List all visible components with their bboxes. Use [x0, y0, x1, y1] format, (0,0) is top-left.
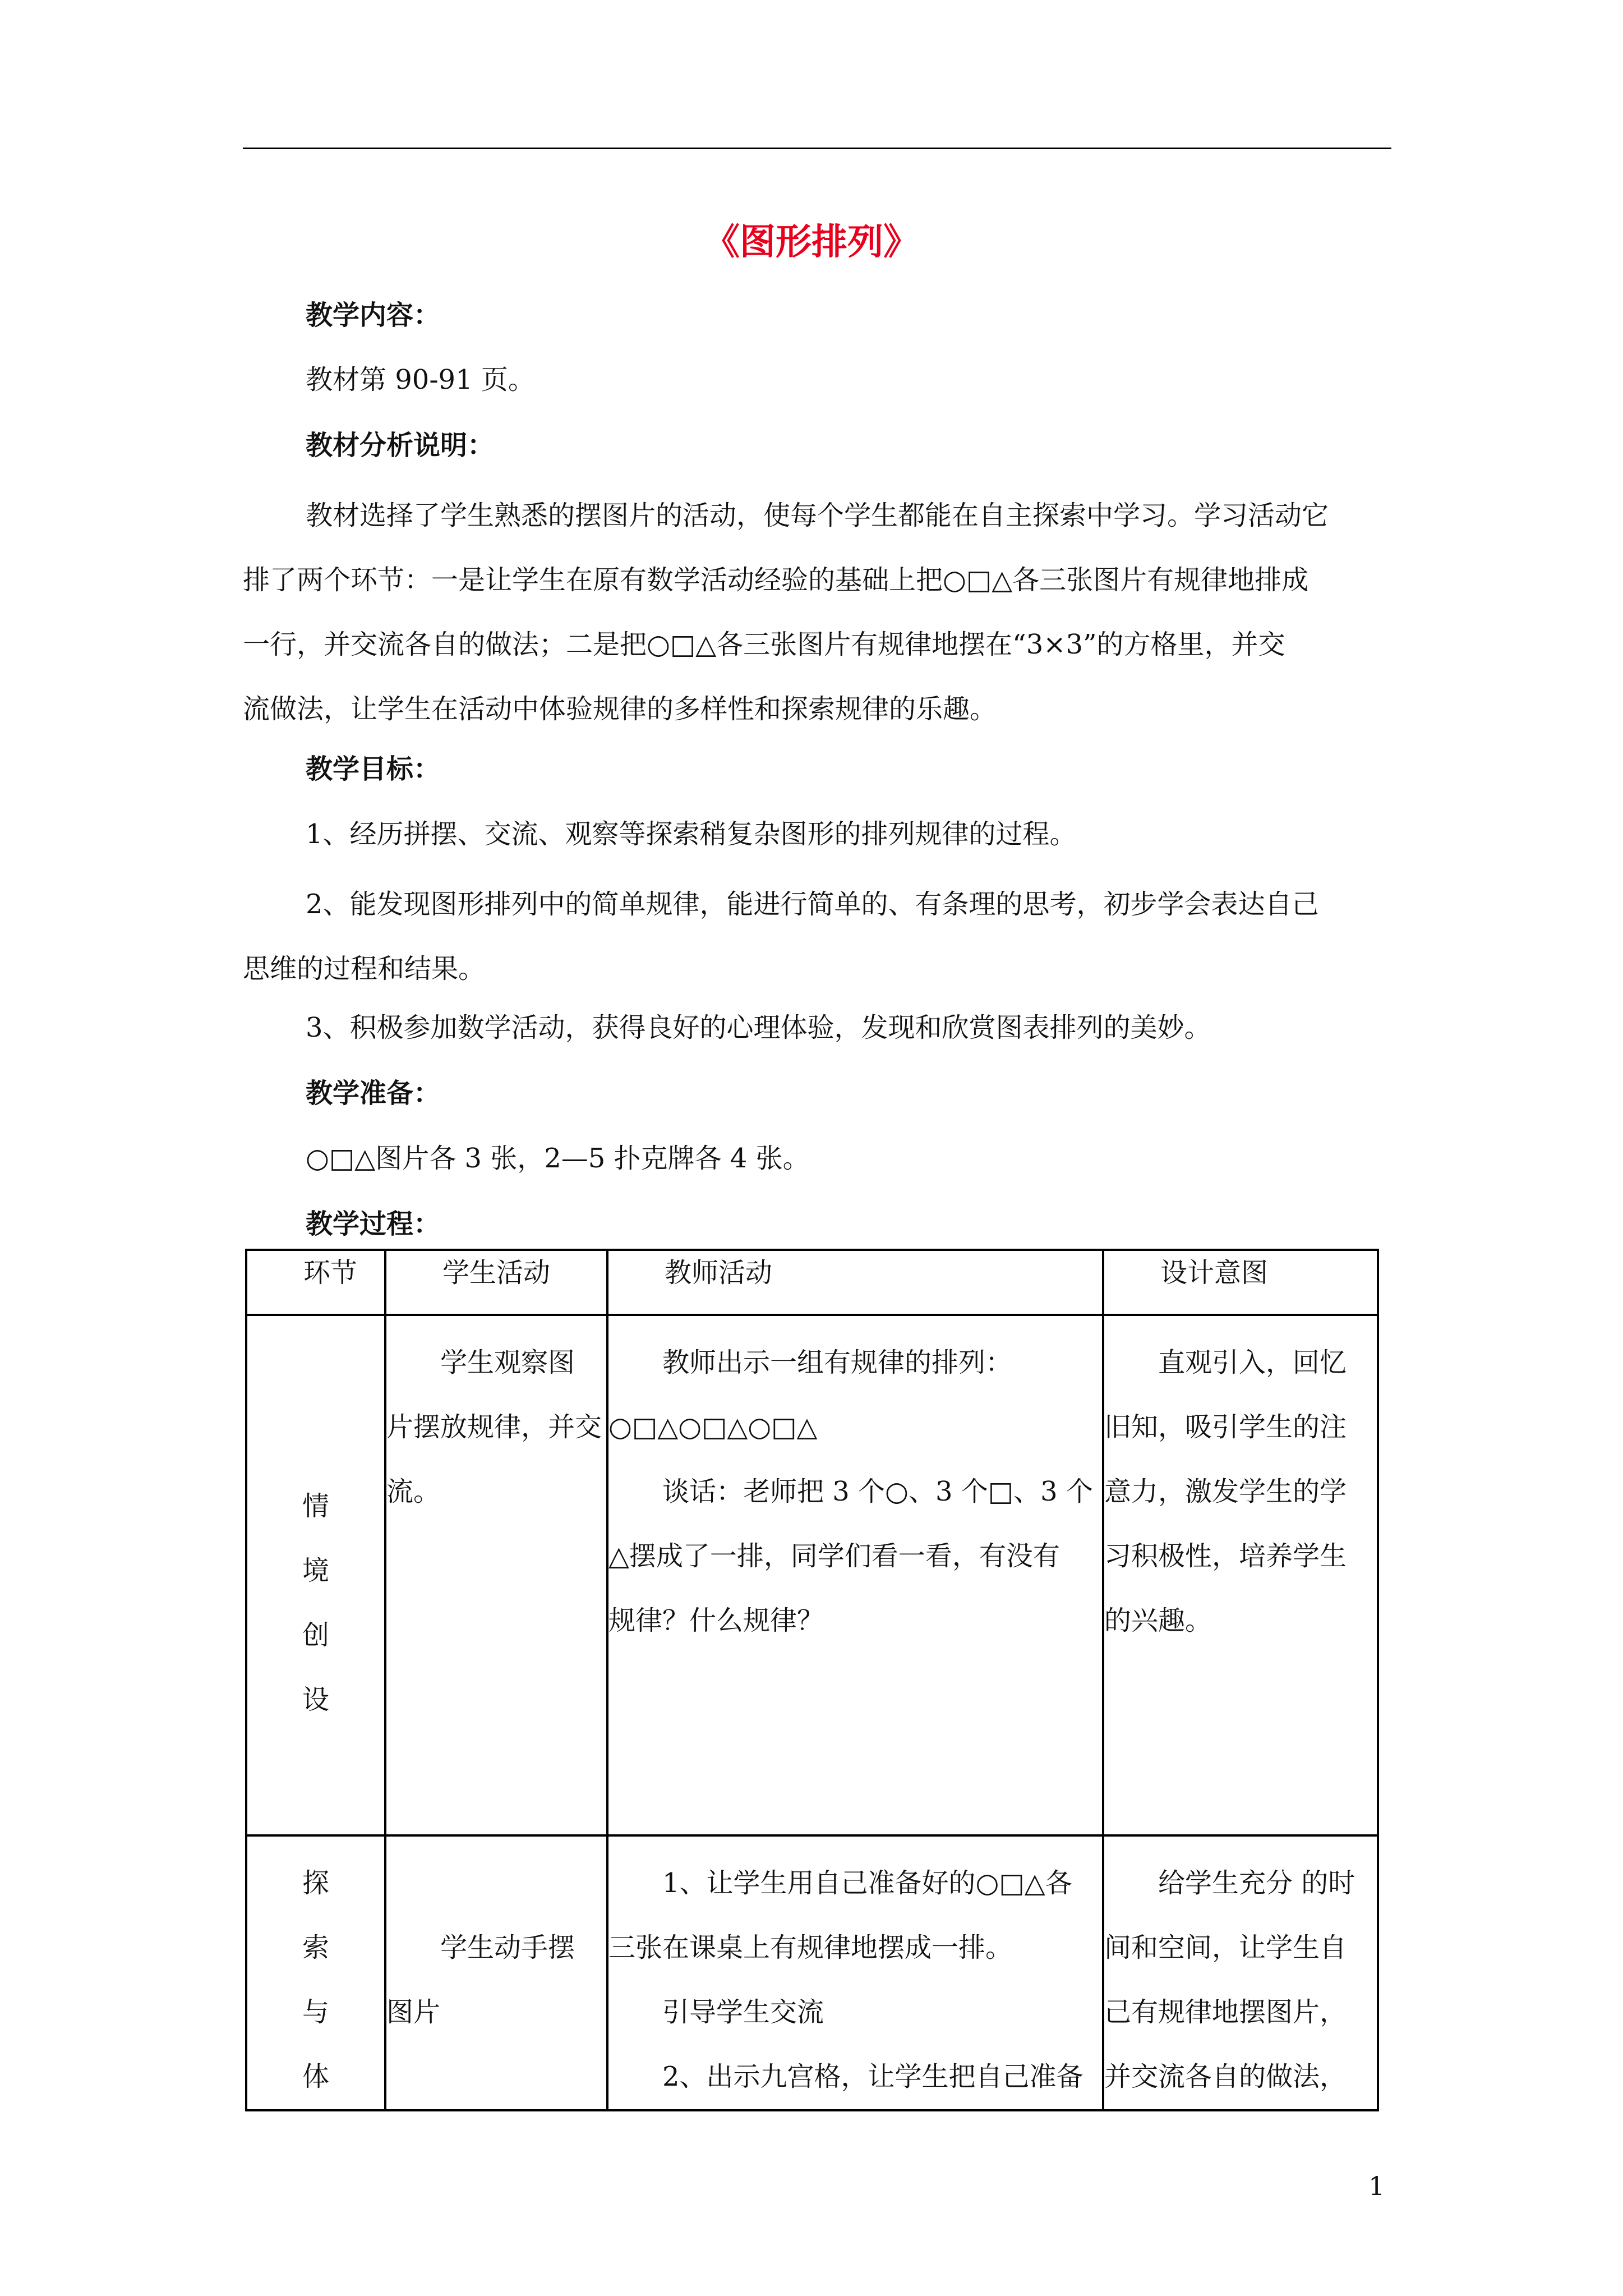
stage-char: 情	[302, 1490, 329, 1522]
student-line: 片摆放规律，并交	[386, 1411, 602, 1443]
table-row	[246, 1315, 1378, 1835]
student-line: 图片	[386, 1996, 441, 2028]
intent-line: 习积极性，培养学生	[1104, 1540, 1347, 1572]
intent-line: 直观引入，回忆	[1104, 1347, 1347, 1378]
goal-2-line: 思维的过程和结果。	[243, 953, 486, 984]
stage-cell	[246, 1835, 385, 2110]
student-activity-cell	[385, 1315, 607, 1835]
student-line	[386, 1851, 606, 1916]
stage-char: 索	[302, 1932, 329, 1963]
teacher-line: 三张在课桌上有规律地摆成一排。	[608, 1932, 1013, 1963]
header-design-intent: 设计意图	[1103, 1250, 1378, 1315]
content-heading: 教学内容：	[306, 300, 441, 331]
intent-line: 旧知，吸引学生的注	[1104, 1411, 1347, 1443]
student-line: 学生观察图	[386, 1347, 575, 1378]
intent-line: 意力，激发学生的学	[1104, 1476, 1347, 1507]
design-intent-cell	[1103, 1835, 1378, 2110]
intent-line: 己有规律地摆图片，	[1104, 1996, 1347, 2028]
teacher-line: 规律？什么规律？	[608, 1605, 824, 1636]
teacher-line: 1、让学生用自己准备好的○□△各	[608, 1867, 1072, 1899]
stage-char: 与	[302, 1996, 329, 2028]
stage-char: 体	[302, 2061, 329, 2092]
table-row	[246, 1835, 1378, 2110]
analysis-line: 排了两个环节：一是让学生在原有数学活动经验的基础上把○□△各三张图片有规律地排成	[243, 564, 1309, 596]
analysis-line: 一行，并交流各自的做法；二是把○□△各三张图片有规律地摆在“3×3”的方格里，并交	[243, 629, 1285, 660]
teaching-process-table	[245, 1249, 1379, 2111]
stage-char: 境	[302, 1555, 329, 1586]
student-activity-cell	[385, 1835, 607, 2110]
goal-2	[243, 872, 1391, 1001]
teacher-line: 谈话：老师把 3 个○、3 个□、3 个	[608, 1476, 1093, 1507]
intent-line: 间和空间，让学生自	[1104, 1932, 1347, 1963]
header-stage: 环节	[246, 1250, 385, 1315]
analysis-line: 流做法，让学生在活动中体验规律的多样性和探索规律的乐趣。	[243, 693, 997, 725]
student-line: 流。	[386, 1476, 441, 1507]
intent-line: 并交流各自的做法，	[1104, 2061, 1347, 2092]
design-intent-cell	[1103, 1315, 1378, 1835]
analysis-paragraph	[243, 484, 1391, 742]
stage-char: 探	[302, 1867, 329, 1899]
header-teacher-activity: 教师活动	[607, 1250, 1103, 1315]
goals-heading: 教学目标：	[306, 753, 441, 785]
prep-heading: 教学准备：	[306, 1078, 441, 1109]
teacher-activity-cell	[607, 1835, 1103, 2110]
intent-line: 给学生充分 的时	[1104, 1867, 1355, 1899]
goal-2-line: 2、能发现图形排列中的简单规律，能进行简单的、有条理的思考，初步学会表达自己	[306, 889, 1319, 920]
teacher-line: △摆成了一排，同学们看一看，有没有	[608, 1540, 1060, 1572]
analysis-heading: 教材分析说明：	[306, 430, 495, 461]
stage-cell	[246, 1315, 385, 1835]
teacher-line: 教师出示一组有规律的排列：	[608, 1347, 1013, 1378]
header-rule	[243, 148, 1391, 149]
teacher-line: ○□△○□△○□△	[608, 1411, 818, 1443]
teacher-line: 引导学生交流	[608, 1996, 824, 2028]
process-heading: 教学过程：	[306, 1208, 441, 1240]
stage-char: 设	[302, 1684, 329, 1715]
analysis-line: 教材选择了学生熟悉的摆图片的活动，使每个学生都能在自主探索中学习。学习活动它	[306, 500, 1329, 531]
goal-3: 3、积极参加数学活动，获得良好的心理体验，发现和欣赏图表排列的美妙。	[306, 1012, 1211, 1043]
prep-text: ○□△图片各 3 张，2—5 扑克牌各 4 张。	[306, 1143, 810, 1174]
document-title: 《图形排列》	[704, 221, 919, 263]
goal-1: 1、经历拼摆、交流、观察等探索稍复杂图形的排列规律的过程。	[306, 818, 1077, 850]
header-student-activity: 学生活动	[385, 1250, 607, 1315]
stage-char: 创	[302, 1619, 329, 1651]
student-line: 学生动手摆	[386, 1932, 575, 1963]
table-header-row	[246, 1250, 1378, 1315]
teacher-line: 2、出示九宫格，让学生把自己准备	[608, 2061, 1083, 2092]
teacher-activity-cell	[607, 1315, 1103, 1835]
intent-line: 的兴趣。	[1104, 1605, 1212, 1636]
content-text: 教材第 90-91 页。	[306, 364, 535, 395]
page-number: 1	[1368, 2171, 1385, 2201]
